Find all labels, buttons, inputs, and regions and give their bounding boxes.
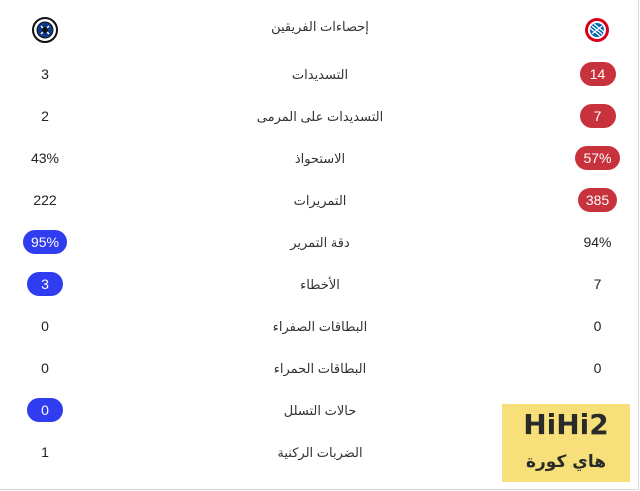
watermark-text-bottom: هاي كورة <box>525 452 607 472</box>
stat-label: الاستحواذ <box>294 151 346 166</box>
stat-row <box>0 97 640 137</box>
away-value <box>555 61 640 87</box>
stat-row <box>0 55 640 95</box>
home-value <box>0 187 90 213</box>
away-value-text: 0 <box>593 360 602 376</box>
home-value-text: 2 <box>41 108 49 124</box>
stat-row <box>0 223 640 263</box>
home-value <box>0 103 90 129</box>
page-title: إحصاءات الفريقين <box>271 19 369 34</box>
home-value <box>0 229 90 255</box>
stat-label: التمريرات <box>293 193 347 208</box>
stat-row <box>0 139 640 179</box>
away-value <box>555 187 640 213</box>
stat-label: الأخطاء <box>300 277 340 292</box>
home-value-text: 222 <box>33 192 57 208</box>
stat-label: دقة التمرير <box>290 235 350 250</box>
home-value-text: 43% <box>30 150 60 166</box>
watermark-logo <box>502 404 630 482</box>
club-brugge-crest-icon <box>32 17 58 43</box>
away-value-text: 385 <box>578 188 617 212</box>
home-value <box>0 271 90 297</box>
stat-label: الضربات الركنية <box>277 445 363 460</box>
home-value-text: 0 <box>27 398 63 422</box>
away-value <box>555 313 640 339</box>
away-value-text: 14 <box>580 62 616 86</box>
home-value-text: 3 <box>41 66 49 82</box>
home-value <box>0 61 90 87</box>
stat-label: التسديدات على المرمى <box>256 109 384 124</box>
watermark-text-top: HiHi2 <box>523 408 609 441</box>
away-value-text: 7 <box>580 104 616 128</box>
home-value-text: 0 <box>41 318 49 334</box>
stat-row <box>0 181 640 221</box>
away-value <box>555 103 640 129</box>
away-value-text: 57% <box>575 146 619 170</box>
home-value <box>0 439 90 465</box>
away-value <box>555 145 640 171</box>
stat-label: التسديدات <box>291 67 349 82</box>
home-value <box>0 397 90 423</box>
away-value-text: 94% <box>583 234 612 250</box>
away-value-text: 7 <box>593 276 602 292</box>
stats-header <box>0 0 640 60</box>
home-value <box>0 313 90 339</box>
away-value <box>555 271 640 297</box>
home-value-text: 95% <box>23 230 67 254</box>
stat-row <box>0 307 640 347</box>
stat-row <box>0 349 640 389</box>
stat-label: البطاقات الصفراء <box>272 319 368 334</box>
away-value <box>555 229 640 255</box>
home-value-text: 0 <box>41 360 49 376</box>
away-value-text: 0 <box>593 318 602 334</box>
stat-label: حالات التسلل <box>283 403 357 418</box>
home-value-text: 3 <box>27 272 63 296</box>
home-value <box>0 355 90 381</box>
home-value <box>0 145 90 171</box>
away-value <box>555 355 640 381</box>
home-value-text: 1 <box>41 444 49 460</box>
bayern-munich-crest-icon <box>584 17 610 43</box>
stat-row <box>0 265 640 305</box>
stat-label: البطاقات الحمراء <box>273 361 367 376</box>
